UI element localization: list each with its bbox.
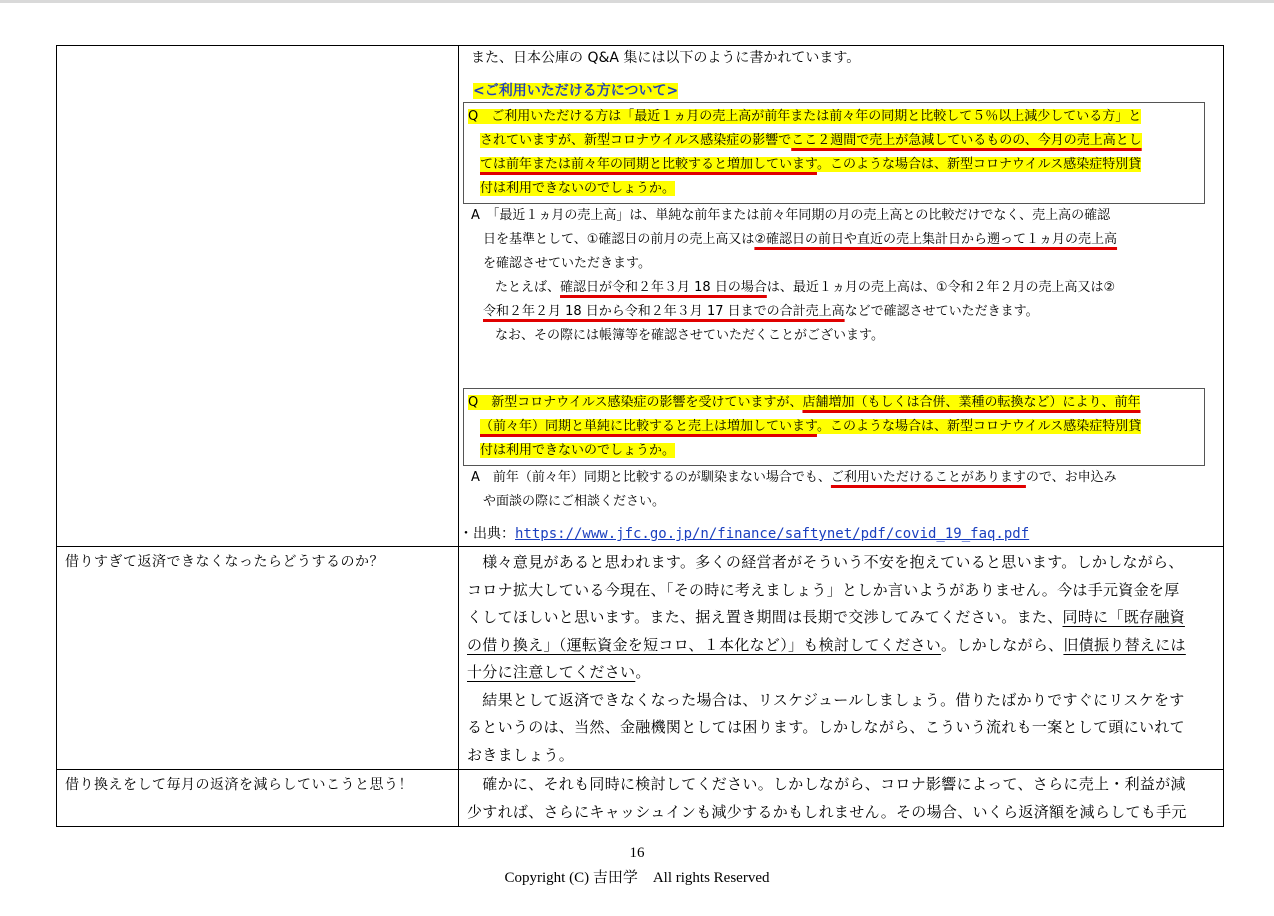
box2-line1a: Q 新型コロナウイルス感染症の影響を受けていますが、 [468,395,803,410]
row2-line2: コロナ拡大している今現在、「その時に考えましょう」としか言いようがありません。今は手元資金を厚 [467,580,1180,599]
box1-line2b: ここ２週間で売上が急減しているものの、今月の売上高とし [791,133,1142,148]
section-heading: <ご利用いただける方について> [473,83,679,99]
question-box-1 [463,102,1205,204]
source-line [459,522,1223,546]
ans2-line1b: ご利用いただけることがあります [830,470,1026,485]
answer-cell [459,46,1224,547]
ans1-line3: を確認させていただきます。 [483,256,651,271]
row2-line4-underlined2: 旧債振り替えには [1063,635,1186,654]
row3-line1: 確かに、それも同時に検討してください。しかしながら、コロナ影響によって、さらに売上・利益が減 [467,775,1186,793]
ans1-line2b: ②確認日の前日や直近の売上集計日から遡って１ヵ月の売上高 [754,232,1118,247]
question-cell-empty [57,46,459,547]
question-cell [57,770,459,827]
answer-block-2 [459,466,1223,514]
box1-line3b: 。このような場合は、新型コロナウイルス感染症特別貸 [816,157,1142,172]
ans1-line5a: 令和２年２月 18 日から令和２年３月 17 日までの合計売上高 [483,304,845,319]
ans1-line1: A 「最近１ヵ月の売上高」は、単純な前年または前々年同期の月の売上高との比較だけでなく、売上高の確認 [471,208,1111,223]
row2-line5-underlined: 十分に注意してください [467,663,636,681]
answer-block-1 [459,204,1223,348]
ans2-line1c: ので、お申込み [1025,470,1117,485]
row2-line4-underlined: の借り換え」（運転資金を短コロ、１本化など）」も検討してください [467,635,942,654]
table-row [57,46,1224,547]
row2-line6: 結果として返済できなくなった場合は、リスケジュールしましょう。借りたばかりですぐにリスケをす [467,690,1185,709]
box1-line4: 付は利用できないのでしょうか。 [480,181,676,196]
page-number: 16 [629,845,645,861]
answer-text [459,770,1223,826]
source-label: ・出典： [459,526,515,542]
row2-line3: くしてほしいと思います。また、据え置き期間は長期で交渉してみてください。また、 [467,608,1063,626]
row2-line8: おきましょう。 [467,745,575,764]
question-cell [57,547,459,770]
question-text: 借り換えをして毎月の返済を減らしていこうと思う！ [65,777,413,793]
row2-line1: 様々意見があると思われます。多くの経営者がそういう不安を抱えていると思います。しかしながら、 [467,553,1184,571]
qa-table [56,45,1224,827]
ans1-line6: なお、その際には帳簿等を確認させていただくことがございます。 [495,328,884,343]
box2-line2a: （前々年）同期と単純に比較すると売上は増加しています [480,419,817,434]
box1-line2a: されていますが、新型コロナウイルス感染症の影響で [480,133,792,148]
question-box-2 [463,388,1205,466]
row2-line7: るというのは、当然、金融機関としては困ります。しかしながら、こういう流れも一案として頭にいれて [467,718,1185,736]
answer-cell [459,770,1224,827]
box1-line1: Q ご利用いただける方は「最近１ヵ月の売上高が前年または前々年の同期と比較して５％以上減少している方」と [468,109,1142,124]
ans1-line4c: は、最近１ヵ月の売上高は、①令和２年２月の売上高又は② [766,280,1116,295]
ans1-line5b: などで確認させていただきます。 [844,304,1039,319]
intro-text: また、日本公庫の Q&A 集には以下のように書かれています。 [471,50,861,66]
ans2-line2: や面談の際にご相談ください。 [483,494,666,509]
ans1-line2a: 日を基準として、①確認日の前月の売上高又は [483,232,755,247]
copyright: Copyright (C) 吉田学 All rights Reserved [504,870,770,886]
box2-line2b: 。このような場合は、新型コロナウイルス感染症特別貸 [816,419,1142,434]
row3-line2: 少すれば、さらにキャッシュインも減少するかもしれません。その場合、いくら返済額を減らしても手元 [467,802,1187,821]
box2-line1b: 店舗増加（もしくは合併、業種の転換など）により、前年 [802,395,1141,410]
question-text: 借りすぎて返済できなくなったらどうするのか？ [65,554,384,570]
table-row [57,770,1224,827]
ans1-line4a: たとえば、 [495,280,561,295]
source-link[interactable]: https://www.jfc.go.jp/n/finance/saftynet/pdf/covid_19_faq.pdf [515,526,1030,542]
ans2-line1a: A 前年（前々年）同期と比較するのが馴染まない場合でも、 [471,470,831,485]
ans1-line4b: 確認日が令和２年３月 18 日の場合 [560,280,767,295]
box1-line3a: ては前年または前々年の同期と比較すると増加しています [480,157,817,172]
table-row [57,547,1224,770]
box2-line3: 付は利用できないのでしょうか。 [480,443,676,458]
row2-line3-underlined: 同時に「既存融資 [1062,608,1185,626]
top-divider [0,0,1274,3]
answer-cell [459,547,1224,770]
row2-line4: 。しかしながら、 [941,635,1064,654]
answer-text [459,547,1223,769]
row2-line5: 。 [635,663,651,681]
